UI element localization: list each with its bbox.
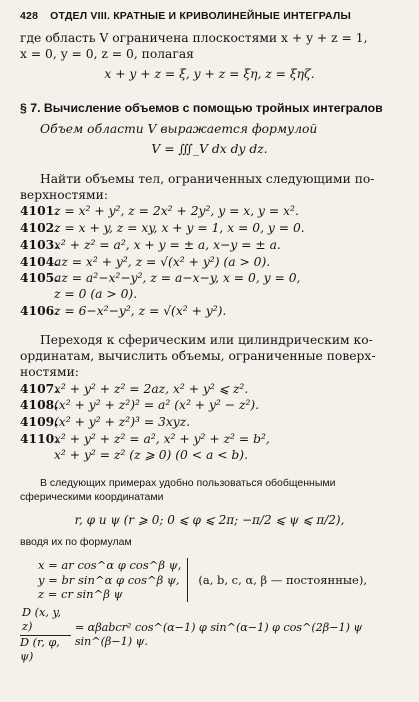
page-number: 428 (20, 10, 39, 22)
jacobian-numerator: D (x, y, z) (20, 606, 71, 636)
problem-row (20, 203, 399, 220)
problem-number: 4101. (20, 203, 59, 219)
problem-text: (x² + y² + z²)² = a² (x² + y² − z²). (54, 398, 260, 413)
task-2-line-3: ностями: (20, 364, 79, 379)
problem-text: x² + y² = z² (z ⩾ 0) (0 < a < b). (54, 447, 249, 462)
volume-text: Объем области V выражается формулой (40, 122, 318, 137)
intro-line-1: где область V ограничена плоскостями x + y + z = 1, (20, 31, 368, 46)
problem-text: z = 6−x²−y², z = √(x² + y²). (54, 303, 227, 318)
jacobian-rhs: = αβabcr² cos^(α−1) φ sin^(α−1) φ cos^(2β−1) ψ sin^(β−1) ψ. (74, 620, 363, 649)
running-title: ОТДЕЛ VIII. КРАТНЫЕ И КРИВОЛИНЕЙНЫЕ ИНТЕГРАЛЫ (50, 10, 351, 22)
problem-row (20, 220, 399, 237)
equation-y: y = br sin^α φ cos^β ψ, (38, 572, 180, 587)
problem-row (20, 287, 399, 303)
problem-row (20, 397, 399, 414)
note-line-1: В следующих примерах удобно пользоваться обобщенными (40, 477, 336, 490)
problem-row (20, 431, 399, 448)
problem-text: az = x² + y², z = √(x² + y²) (a > 0). (54, 254, 271, 269)
problem-list-1 (20, 203, 399, 319)
task-1 (20, 172, 399, 320)
coordinate-equations (38, 558, 188, 602)
problem-row (20, 237, 399, 254)
equation-z: z = cr sin^β ψ (38, 587, 123, 602)
equation-x: x = ar cos^α φ cos^β ψ, (38, 557, 182, 572)
problem-text: x² + y² + z² = a², x² + y² + z² = b², (54, 431, 270, 446)
problem-row (20, 270, 399, 287)
problem-text: z = x + y, z = xy, x + y = 1, x = 0, y = 0. (54, 221, 305, 236)
problem-row (20, 414, 399, 431)
task-2-line-2: ординатам, вычислить объемы, ограниченные поверх- (20, 349, 376, 364)
problem-text: x² + z² = a², x + y = ± a, x−y = ± a. (54, 237, 281, 252)
problem-text: z = 0 (a > 0). (54, 286, 138, 301)
jacobian-denominator: D (r, φ, ψ) (20, 635, 60, 664)
task-1-line-2: верхностями: (20, 187, 108, 202)
running-header (20, 10, 399, 23)
problem-number: 4102. (20, 220, 59, 236)
problem-number: 4109. (20, 414, 59, 430)
problem-number: 4106. (20, 302, 59, 318)
problem-number: 4105. (20, 270, 59, 286)
problem-row (20, 303, 399, 320)
problem-text: x² + y² + z² = 2az, x² + y² ⩽ z². (54, 381, 249, 396)
constants-note: (a, b, c, α, β — постоянные), (198, 572, 367, 587)
problem-number: 4110. (20, 430, 59, 446)
problem-number: 4108. (20, 397, 59, 413)
intro-line-2: x = 0, y = 0, z = 0, полагая (20, 47, 194, 62)
jacobian-formula (20, 606, 399, 665)
note-line-3: вводя их по формулам (20, 536, 132, 549)
problem-number: 4103. (20, 236, 59, 252)
task-2 (20, 333, 399, 463)
problem-text: az = a²−x²−y², z = a−x−y, x = 0, y = 0, (54, 271, 301, 286)
intro-formula: x + y + z = ξ, y + z = ξη, z = ξηζ. (104, 66, 315, 81)
problem-row (20, 381, 399, 398)
problem-text: z = x² + y², z = 2x² + 2y², y = x, y = x². (54, 204, 299, 219)
task-1-line-1: Найти объемы тел, ограниченных следующими по- (40, 171, 375, 186)
section-title: § 7. Вычисление объемов с помощью тройных интегралов (20, 100, 383, 115)
problem-text: (x² + y² + z²)³ = 3xyz. (54, 415, 191, 430)
volume-formula: V = ∭_V dx dy dz. (151, 142, 268, 157)
note-block (20, 477, 399, 550)
problem-row (20, 254, 399, 271)
problem-list-2 (20, 381, 399, 464)
problem-number: 4107. (20, 380, 59, 396)
problem-row (20, 448, 399, 464)
task-2-line-1: Переходя к сферическим или цилиндрическим ко- (40, 333, 373, 348)
problem-number: 4104. (20, 253, 59, 269)
coords-formula: r, φ и ψ (r ⩾ 0; 0 ⩽ φ ⩽ 2π; −π/2 ⩽ ψ ⩽ π/2), (74, 512, 345, 527)
coordinate-system (20, 558, 399, 602)
note-line-2: сферическими координатами (20, 490, 164, 503)
jacobian-fraction (20, 606, 71, 665)
